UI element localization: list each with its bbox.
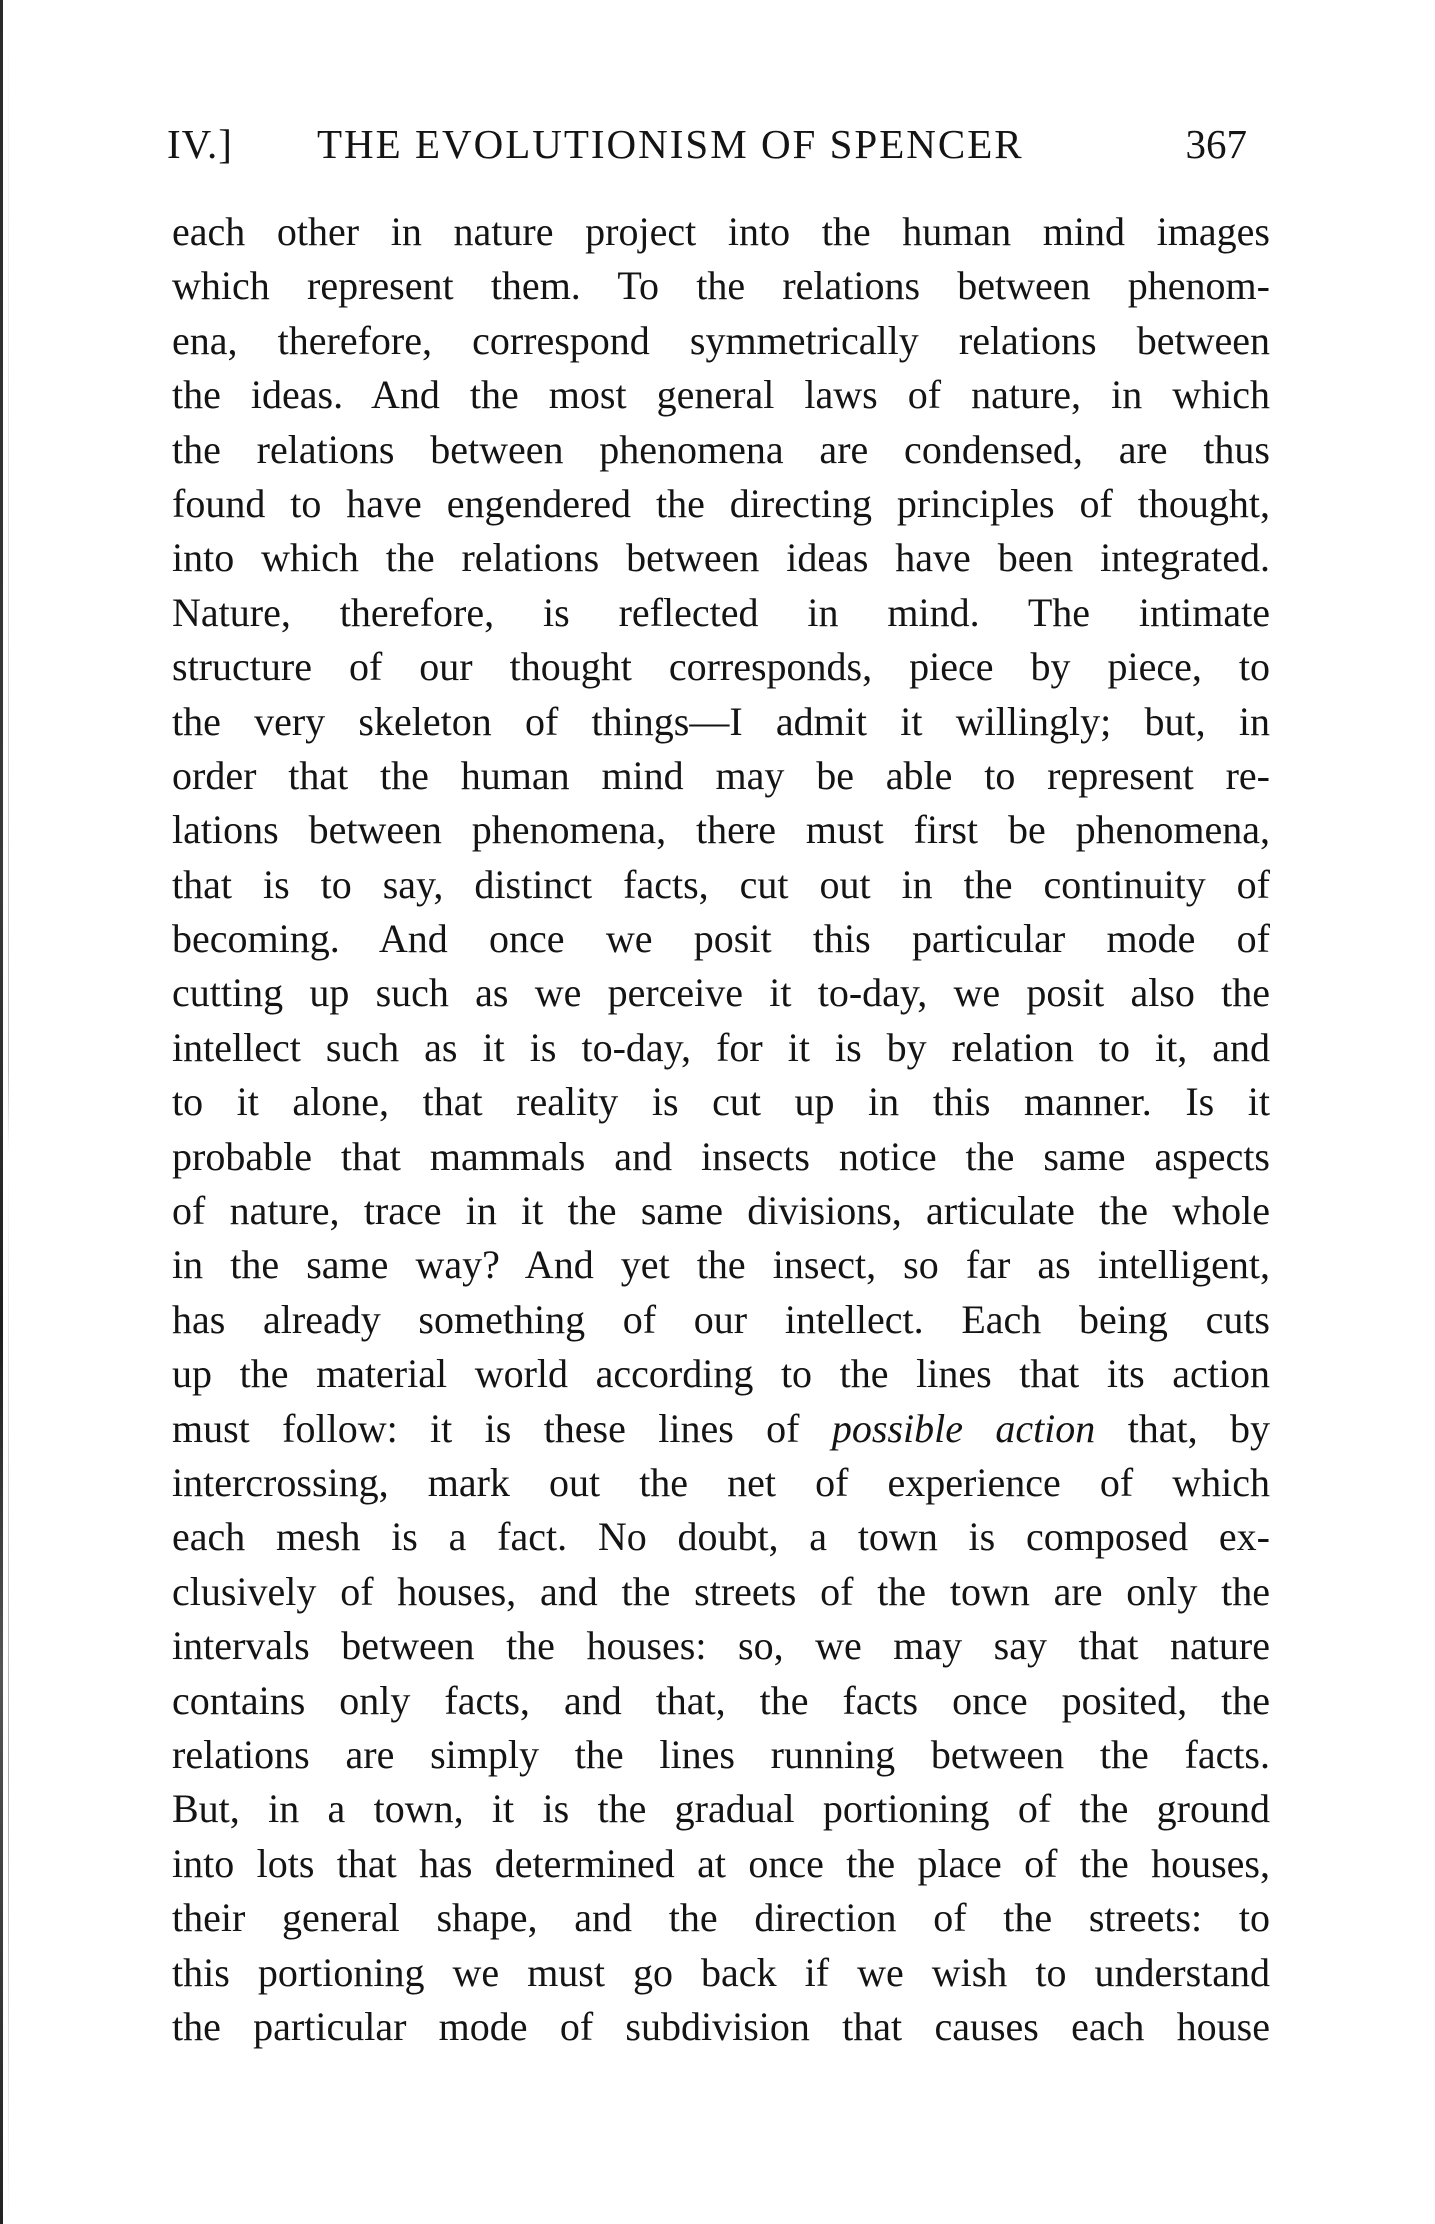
text-line: Nature, therefore, is reflected in mind. The intimate — [172, 589, 1270, 635]
page-number: 367 — [1185, 121, 1247, 167]
text-line: clusively of houses, and the streets of the town are only the — [172, 1568, 1270, 1614]
text-line: becoming. And once we posit this particular mode of — [172, 916, 1270, 962]
text-line: in the same way? And yet the insect, so far as intelligent, — [172, 1242, 1270, 1288]
section-number: IV.] — [167, 121, 233, 167]
italic-emphasis: possible action — [831, 1405, 1096, 1451]
running-header — [167, 114, 1247, 174]
text-line: intercrossing, mark out the net of experience of which — [172, 1459, 1270, 1505]
text-line: the relations between phenomena are condensed, are thus — [172, 426, 1270, 472]
text-line: that is to say, distinct facts, cut out in the continuity of — [172, 861, 1270, 907]
page-edge-shadow — [0, 0, 3, 2224]
text-line: the ideas. And the most general laws of nature, in which — [172, 372, 1270, 418]
text-line: intellect such as it is to-day, for it is by relation to it, and — [172, 1024, 1270, 1070]
text-segment: that, by — [1127, 1405, 1270, 1451]
text-line: lations between phenomena, there must first be phenomena, — [172, 807, 1270, 853]
text-line: found to have engendered the directing principles of thought, — [172, 480, 1270, 526]
body-text — [172, 205, 1270, 2054]
page-edge-shadow-faint — [8, 0, 9, 2224]
text-line: relations are simply the lines running between the facts. — [172, 1731, 1270, 1777]
text-line: has already something of our intellect. Each being cuts — [172, 1296, 1270, 1342]
text-line: ena, therefore, correspond symmetrically relations between — [172, 317, 1270, 363]
text-line: up the material world according to the lines that its action — [172, 1351, 1270, 1397]
text-line: of nature, trace in it the same divisions, articulate the whole — [172, 1188, 1270, 1234]
text-line: order that the human mind may be able to represent re- — [172, 752, 1270, 798]
text-line: contains only facts, and that, the facts once posited, the — [172, 1677, 1270, 1723]
text-line: their general shape, and the direction of the streets: to — [172, 1895, 1270, 1941]
text-line: the very skeleton of things—I admit it willingly; but, in — [172, 698, 1270, 744]
text-segment: must follow: it is these lines of — [172, 1405, 800, 1451]
text-line: each mesh is a fact. No doubt, a town is composed ex- — [172, 1514, 1270, 1560]
text-line: structure of our thought corresponds, piece by piece, to — [172, 644, 1270, 690]
text-line: into lots that has determined at once the place of the houses, — [172, 1840, 1270, 1886]
text-line: intervals between the houses: so, we may say that nature — [172, 1623, 1270, 1669]
running-title: THE EVOLUTIONISM OF SPENCER — [317, 121, 1024, 167]
text-line: which represent them. To the relations between phenom- — [172, 263, 1270, 309]
text-line: into which the relations between ideas have been integrated. — [172, 535, 1270, 581]
text-line: the particular mode of subdivision that causes each house — [172, 2003, 1270, 2049]
text-line: probable that mammals and insects notice the same aspects — [172, 1133, 1270, 1179]
text-line: But, in a town, it is the gradual portioning of the ground — [172, 1786, 1270, 1832]
text-line: this portioning we must go back if we wish to understand — [172, 1949, 1270, 1995]
text-line: each other in nature project into the human mind images — [172, 209, 1270, 254]
text-line: to it alone, that reality is cut up in this manner. Is it — [172, 1079, 1270, 1125]
text-line-with-italic — [172, 1402, 1270, 1456]
text-line: cutting up such as we perceive it to-day, we posit also the — [172, 970, 1270, 1016]
